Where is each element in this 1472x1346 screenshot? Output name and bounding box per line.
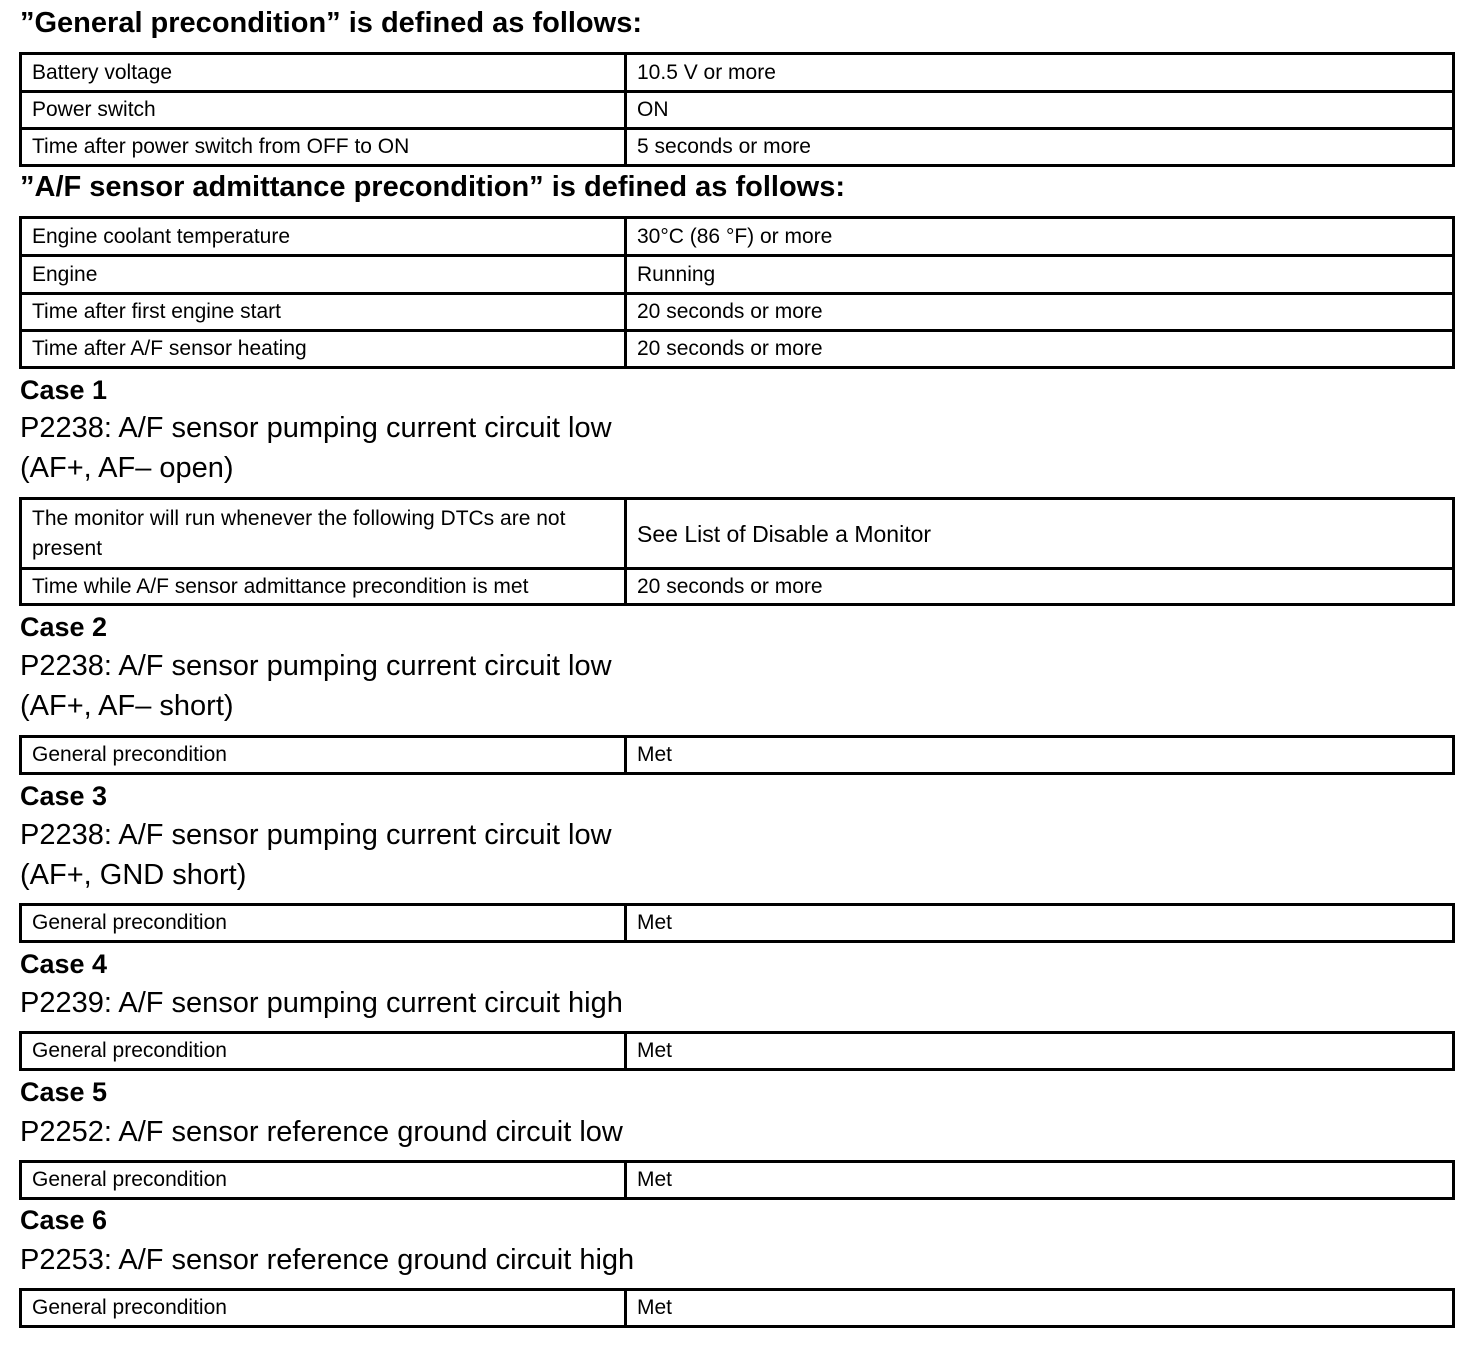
row-value: See List of Disable a Monitor xyxy=(626,499,1454,569)
row-value: 20 seconds or more xyxy=(626,569,1454,605)
case-2-condition: (AF+, AF– short) xyxy=(20,690,234,722)
case-4-table xyxy=(19,1031,1455,1071)
row-label: Time after power switch from OFF to ON xyxy=(21,129,626,166)
case-6-title: Case 6 xyxy=(20,1205,108,1235)
row-label: Time while A/F sensor admittance precondition is met xyxy=(21,569,626,605)
case-2-dtc: P2238: A/F sensor pumping current circuit low xyxy=(20,650,612,682)
table-row xyxy=(21,1033,1454,1070)
case-3-table xyxy=(19,903,1455,943)
row-value: Met xyxy=(626,737,1454,774)
row-label: General precondition xyxy=(21,1033,626,1070)
case-1-condition: (AF+, AF– open) xyxy=(20,452,234,484)
row-label: Battery voltage xyxy=(21,54,626,92)
row-value: Met xyxy=(626,1290,1454,1327)
case-2-title: Case 2 xyxy=(20,612,108,642)
row-value: ON xyxy=(626,92,1454,129)
row-label: General precondition xyxy=(21,1290,626,1327)
table-row xyxy=(21,92,1454,129)
row-label: Engine xyxy=(21,256,626,294)
row-label: General precondition xyxy=(21,1162,626,1199)
table-row xyxy=(21,569,1454,605)
af-admittance-table xyxy=(19,216,1455,369)
row-value: Met xyxy=(626,1033,1454,1070)
case-5-title: Case 5 xyxy=(20,1077,108,1107)
row-label: Engine coolant temperature xyxy=(21,218,626,256)
case-1-title: Case 1 xyxy=(20,375,108,405)
table-row xyxy=(21,256,1454,294)
case-6-table xyxy=(19,1288,1455,1328)
row-label: The monitor will run whenever the following DTCs are not present xyxy=(21,499,626,569)
case-1-table xyxy=(19,497,1455,606)
case-6-dtc: P2253: A/F sensor reference ground circuit high xyxy=(20,1244,635,1276)
row-value: 30°C (86 °F) or more xyxy=(626,218,1454,256)
case-2-table xyxy=(19,735,1455,775)
case-5-dtc: P2252: A/F sensor reference ground circuit low xyxy=(20,1116,623,1148)
table-row xyxy=(21,331,1454,368)
table-row xyxy=(21,499,1454,569)
row-value: 10.5 V or more xyxy=(626,54,1454,92)
general-precondition-table xyxy=(19,52,1455,167)
table-row xyxy=(21,129,1454,166)
table-row xyxy=(21,737,1454,774)
row-label: Time after A/F sensor heating xyxy=(21,331,626,368)
case-1-dtc: P2238: A/F sensor pumping current circuit low xyxy=(20,412,612,444)
general-precondition-heading: ”General precondition” is defined as follows: xyxy=(20,7,642,39)
row-value: 5 seconds or more xyxy=(626,129,1454,166)
row-label: Time after first engine start xyxy=(21,294,626,331)
row-label: Power switch xyxy=(21,92,626,129)
table-row xyxy=(21,294,1454,331)
row-value: Running xyxy=(626,256,1454,294)
af-admittance-heading: ”A/F sensor admittance precondition” is defined as follows: xyxy=(20,171,846,203)
table-row xyxy=(21,1290,1454,1327)
row-label: General precondition xyxy=(21,737,626,774)
row-value: 20 seconds or more xyxy=(626,294,1454,331)
table-row xyxy=(21,905,1454,942)
row-value: Met xyxy=(626,1162,1454,1199)
case-4-dtc: P2239: A/F sensor pumping current circuit high xyxy=(20,987,623,1019)
row-value: Met xyxy=(626,905,1454,942)
table-row xyxy=(21,218,1454,256)
row-value: 20 seconds or more xyxy=(626,331,1454,368)
table-row xyxy=(21,54,1454,92)
table-row xyxy=(21,1162,1454,1199)
case-3-title: Case 3 xyxy=(20,781,108,811)
case-5-table xyxy=(19,1160,1455,1200)
case-4-title: Case 4 xyxy=(20,949,108,979)
case-3-condition: (AF+, GND short) xyxy=(20,859,247,891)
case-3-dtc: P2238: A/F sensor pumping current circuit low xyxy=(20,819,612,851)
row-label: General precondition xyxy=(21,905,626,942)
